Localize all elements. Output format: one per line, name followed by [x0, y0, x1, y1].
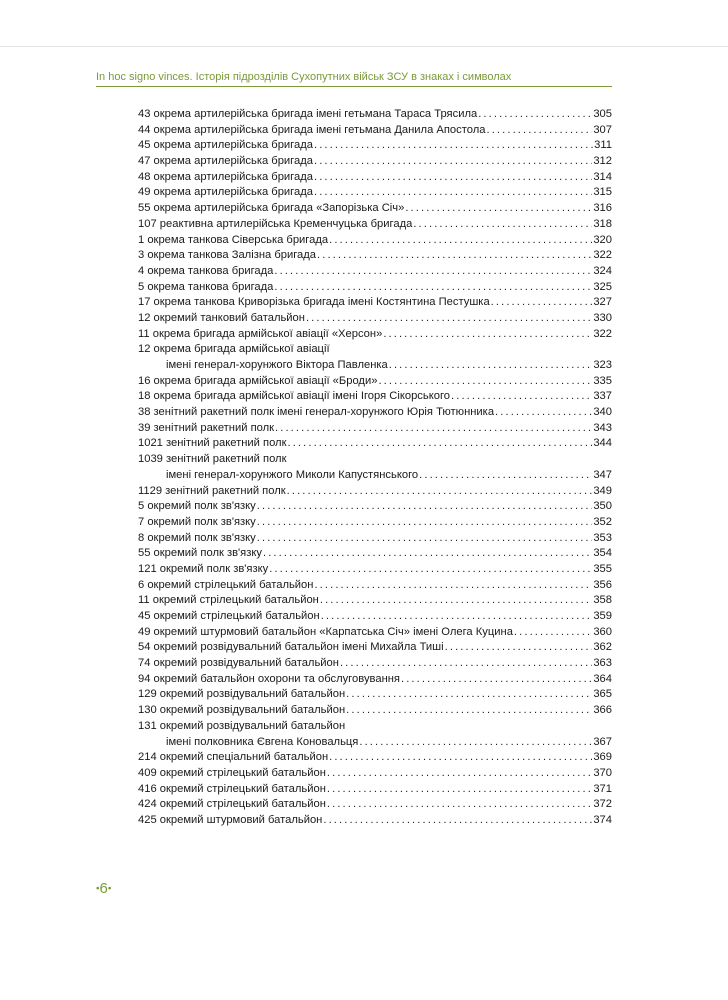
toc-entry-title: 425 окремий штурмовий батальйон [138, 813, 323, 826]
toc-entry-page: 325 [593, 280, 612, 293]
toc-entry-page: 369 [593, 751, 612, 764]
toc-entry-line [138, 750, 612, 766]
toc-entry-page: 312 [593, 155, 612, 168]
toc-entry[interactable] [138, 436, 612, 452]
toc-entry[interactable] [138, 217, 612, 233]
toc-entry-line [138, 264, 612, 280]
toc-entry-line [138, 170, 612, 186]
toc-dot-leader [478, 107, 592, 123]
toc-entry-line [138, 797, 612, 813]
toc-entry-title: 131 окремий розвідувальний батальйон [138, 719, 346, 732]
toc-entry-title: 54 окремий розвідувальний батальйон імені Михайла Тиші [138, 641, 444, 654]
footer-ornament-right: • [107, 883, 112, 895]
toc-entry-title: 1021 зенітний ракетний полк [138, 437, 287, 450]
toc-entry-page: 350 [593, 500, 612, 513]
toc-dot-leader [514, 625, 592, 641]
toc-entry-title: 55 окрема артилерійська бригада «Запорізька Січ» [138, 202, 405, 215]
toc-entry-title: 5 окремий полк зв'язку [138, 500, 256, 513]
toc-entry-title: 5 окрема танкова бригада [138, 280, 274, 293]
toc-entry-line [138, 687, 612, 703]
toc-dot-leader [327, 766, 592, 782]
toc-dot-leader [274, 264, 592, 280]
toc-entry-continuation [138, 468, 612, 484]
toc-entry-page: 359 [593, 610, 612, 622]
toc-entry-line [138, 609, 612, 625]
toc-entry-title: 45 окремий стрілецький батальйон [138, 610, 320, 622]
toc-entry-line [138, 546, 612, 562]
toc-entry[interactable] [138, 531, 612, 547]
toc-entry-line [138, 311, 612, 327]
toc-entry-page: 318 [593, 217, 612, 230]
toc-entry-line [138, 421, 612, 437]
toc-entry-page: 324 [593, 264, 612, 277]
toc-entry-title: 8 окремий полк зв'язку [138, 531, 256, 544]
toc-entry[interactable] [138, 201, 612, 217]
toc-entry-line [138, 436, 612, 452]
toc-entry-title: 107 реактивна артилерійська Кременчуцька бригада [138, 217, 413, 230]
toc-entry[interactable] [138, 640, 612, 656]
toc-entry[interactable] [138, 264, 612, 280]
toc-entry[interactable] [138, 625, 612, 641]
toc-entry-title: 6 окремий стрілецький батальйон [138, 578, 314, 591]
toc-entry[interactable] [138, 295, 612, 311]
toc-dot-leader [413, 217, 592, 233]
toc-entry[interactable] [138, 154, 612, 170]
toc-entry-line [138, 138, 612, 154]
toc-entry-line [138, 248, 612, 264]
toc-entry-page: 370 [593, 766, 612, 779]
toc-dot-leader [257, 515, 593, 531]
toc-dot-leader [317, 248, 592, 264]
toc-dot-leader [419, 468, 592, 484]
toc-dot-leader [340, 656, 592, 672]
toc-entry-line [138, 813, 612, 829]
toc-entry-title: 17 окрема танкова Криворізька бригада імені Костянтина Пестушка [138, 296, 490, 309]
toc-entry[interactable] [138, 782, 612, 798]
toc-entry-title: 121 окремий полк зв'язку [138, 562, 269, 575]
toc-entry-page: 367 [593, 735, 612, 748]
toc-entry-page: 352 [593, 515, 612, 528]
toc-entry-title: 214 окремий спеціальний батальйон [138, 751, 329, 764]
toc-entry-line [138, 280, 612, 296]
toc-entry[interactable] [138, 138, 612, 154]
toc-entry-title: 39 зенітний ракетний полк [138, 421, 275, 434]
toc-entry[interactable] [138, 405, 612, 421]
toc-entry-title: 12 окрема бригада армійської авіації [138, 343, 330, 356]
toc-entry-page: 315 [593, 186, 612, 199]
toc-entry-page: 322 [593, 249, 612, 262]
toc-entry[interactable] [138, 123, 612, 139]
toc-entry[interactable] [138, 389, 612, 405]
toc-entry-page: 340 [593, 406, 612, 419]
toc-entry-line [138, 656, 612, 672]
toc-entry[interactable] [138, 342, 612, 373]
toc-entry-title: 94 окремий батальйон охорони та обслуговування [138, 672, 400, 685]
toc-entry-page: 322 [593, 327, 612, 340]
toc-entry-line [138, 154, 612, 170]
toc-entry-page: 372 [593, 798, 612, 811]
toc-entry-line [138, 640, 612, 656]
toc-entry-line [138, 452, 612, 468]
toc-entry[interactable] [138, 170, 612, 186]
toc-entry-line [138, 593, 612, 609]
toc-entry-line [138, 405, 612, 421]
toc-entry-line [138, 123, 612, 139]
toc-dot-leader [306, 311, 592, 327]
toc-entry-page: 311 [594, 139, 612, 152]
toc-dot-leader [323, 813, 592, 829]
toc-dot-leader [314, 185, 592, 201]
toc-entry-line [138, 374, 612, 390]
toc-entry-line [138, 233, 612, 249]
toc-entry-title: 129 окремий розвідувальний батальйон [138, 688, 346, 701]
toc-entry-page: 363 [593, 657, 612, 670]
toc-entry-page: 354 [593, 547, 612, 560]
toc-dot-leader [321, 609, 593, 625]
toc-entry-page: 305 [593, 108, 612, 120]
toc-entry-page: 371 [593, 782, 612, 795]
toc-entry[interactable] [138, 248, 612, 264]
toc-entry-title: 4 окрема танкова бригада [138, 264, 274, 277]
toc-entry-page: 353 [593, 531, 612, 544]
toc-entry-page: 366 [593, 704, 612, 717]
toc-entry-title: 43 окрема артилерійська бригада імені гетьмана Тараса Трясила [138, 108, 478, 120]
toc-dot-leader [274, 280, 592, 296]
toc-entry[interactable] [138, 546, 612, 562]
toc-dot-leader [378, 374, 592, 390]
toc-entry[interactable] [138, 185, 612, 201]
toc-entry-title: 55 окремий полк зв'язку [138, 547, 262, 560]
toc-entry-title: 47 окрема артилерійська бригада [138, 155, 313, 168]
toc-entry[interactable] [138, 687, 612, 703]
toc-dot-leader [491, 295, 593, 311]
toc-entry-line [138, 201, 612, 217]
toc-entry-title: 416 окремий стрілецький батальйон [138, 782, 326, 795]
toc-entry-page: 365 [593, 688, 612, 701]
toc-entry-page: 355 [593, 562, 612, 575]
toc-entry-page: 374 [593, 813, 612, 826]
toc-entry[interactable] [138, 797, 612, 813]
toc-entry-page: 347 [593, 468, 612, 481]
toc-entry-line [138, 703, 612, 719]
toc-entry-line [138, 578, 612, 594]
toc-entry-page: 360 [593, 625, 612, 638]
toc-entry-line [138, 484, 612, 500]
table-of-contents [138, 107, 612, 829]
toc-entry-title: 18 окрема бригада армійської авіації імені Ігоря Сікорського [138, 390, 451, 403]
toc-entry-page: 327 [593, 296, 612, 309]
toc-dot-leader [445, 640, 593, 656]
toc-entry-title: 1 окрема танкова Сіверська бригада [138, 233, 329, 246]
toc-entry-line [138, 295, 612, 311]
toc-entry-line [138, 515, 612, 531]
toc-entry-page: 364 [593, 672, 612, 685]
toc-entry-title: 44 окрема артилерійська бригада імені гетьмана Данила Апостола [138, 123, 486, 136]
toc-entry-title: 74 окремий розвідувальний батальйон [138, 657, 339, 670]
toc-entry-page: 330 [593, 311, 612, 324]
toc-entry[interactable] [138, 374, 612, 390]
toc-dot-leader [314, 138, 593, 154]
toc-entry-continuation [138, 735, 612, 751]
page-top-divider [0, 46, 728, 47]
toc-entry-title: 1039 зенітний ракетний полк [138, 453, 287, 466]
toc-dot-leader [320, 593, 592, 609]
toc-entry[interactable] [138, 703, 612, 719]
toc-entry-page: 316 [593, 202, 612, 215]
toc-dot-leader [346, 687, 592, 703]
toc-entry-page: 337 [593, 390, 612, 403]
toc-entry-line [138, 217, 612, 233]
toc-dot-leader [314, 170, 592, 186]
toc-entry[interactable] [138, 562, 612, 578]
toc-entry-title: 11 окремий стрілецький батальйон [138, 594, 319, 607]
toc-entry-line [138, 782, 612, 798]
toc-entry-page: 362 [593, 641, 612, 654]
page-number: 6 [99, 880, 108, 897]
toc-entry-title: 12 окремий танковий батальйон [138, 311, 305, 324]
toc-dot-leader [314, 578, 592, 594]
toc-entry-title: 11 окрема бригада армійської авіації «Херсон» [138, 327, 383, 340]
toc-entry-line [138, 719, 612, 735]
toc-entry-title: 3 окрема танкова Залізна бригада [138, 249, 317, 262]
toc-dot-leader [329, 750, 592, 766]
toc-entry-title: імені генерал-хорунжого Віктора Павленка [166, 359, 388, 371]
toc-entry[interactable] [138, 719, 612, 750]
toc-dot-leader [389, 358, 593, 374]
toc-entry[interactable] [138, 499, 612, 515]
toc-entry-line [138, 327, 612, 343]
toc-dot-leader [287, 484, 593, 500]
toc-entry-title: імені генерал-хорунжого Миколи Капустянського [166, 468, 419, 481]
toc-entry[interactable] [138, 750, 612, 766]
toc-entry-line [138, 531, 612, 547]
toc-entry-line [138, 342, 612, 358]
toc-entry[interactable] [138, 515, 612, 531]
header-rule [96, 86, 612, 87]
toc-entry-title: 49 окрема артилерійська бригада [138, 186, 313, 199]
toc-entry-continuation [138, 358, 612, 374]
toc-dot-leader [359, 735, 592, 751]
toc-entry-line [138, 625, 612, 641]
toc-entry-line [138, 185, 612, 201]
toc-entry-title: імені полковника Євгена Коновальця [166, 735, 359, 748]
toc-dot-leader [405, 201, 592, 217]
toc-dot-leader [257, 531, 593, 547]
toc-entry-line [138, 562, 612, 578]
toc-dot-leader [263, 546, 592, 562]
toc-entry[interactable] [138, 656, 612, 672]
page-number-footer [96, 880, 111, 897]
toc-entry-title: 45 окрема артилерійська бригада [138, 139, 313, 152]
toc-entry[interactable] [138, 609, 612, 625]
toc-entry[interactable] [138, 421, 612, 437]
toc-entry[interactable] [138, 107, 612, 123]
footer-ornament-left: • [96, 883, 100, 895]
toc-entry-page: 335 [593, 374, 612, 387]
toc-entry-title: 424 окремий стрілецький батальйон [138, 798, 326, 811]
toc-dot-leader [287, 436, 592, 452]
toc-dot-leader [451, 389, 592, 405]
toc-entry-page: 323 [593, 359, 612, 371]
toc-entry-title: 16 окрема бригада армійської авіації «Броди» [138, 374, 378, 387]
toc-entry-line [138, 499, 612, 515]
toc-dot-leader [401, 672, 592, 688]
toc-entry-line [138, 672, 612, 688]
toc-entry-line [138, 107, 612, 123]
toc-entry-title: 409 окремий стрілецький батальйон [138, 766, 326, 779]
toc-entry[interactable] [138, 593, 612, 609]
toc-dot-leader [346, 703, 592, 719]
toc-dot-leader [257, 499, 593, 515]
toc-dot-leader [314, 154, 592, 170]
toc-entry-page: 320 [593, 233, 612, 246]
toc-entry[interactable] [138, 327, 612, 343]
toc-entry[interactable] [138, 672, 612, 688]
toc-entry[interactable] [138, 452, 612, 483]
toc-entry[interactable] [138, 280, 612, 296]
toc-entry[interactable] [138, 813, 612, 829]
toc-dot-leader [327, 782, 592, 798]
toc-entry-page: 356 [593, 578, 612, 591]
toc-entry-page: 349 [593, 484, 612, 497]
toc-entry-title: 7 окремий полк зв'язку [138, 515, 256, 528]
toc-entry[interactable] [138, 766, 612, 782]
toc-dot-leader [329, 233, 592, 249]
toc-entry-line [138, 389, 612, 405]
running-header: In hoc signo vinces. Історія підрозділів Сухопутних військ ЗСУ в знаках і символах [96, 71, 512, 83]
toc-dot-leader [327, 797, 592, 813]
toc-dot-leader [486, 123, 592, 139]
toc-entry-page: 307 [593, 123, 612, 136]
toc-entry-page: 314 [593, 170, 612, 183]
toc-entry-title: 1129 зенітний ракетний полк [138, 484, 286, 497]
toc-dot-leader [275, 421, 592, 437]
toc-entry-page: 343 [593, 421, 612, 434]
toc-entry-title: 49 окремий штурмовий батальйон «Карпатська Січ» імені Олега Куцина [138, 625, 513, 638]
toc-entry-title: 38 зенітний ракетний полк імені генерал-хорунжого Юрія Тютюнника [138, 406, 495, 419]
toc-dot-leader [495, 405, 592, 421]
toc-dot-leader [269, 562, 592, 578]
toc-entry-page: 344 [593, 437, 612, 450]
toc-dot-leader [383, 327, 592, 343]
toc-entry-title: 48 окрема артилерійська бригада [138, 170, 313, 183]
toc-entry[interactable] [138, 311, 612, 327]
toc-entry[interactable] [138, 578, 612, 594]
toc-entry[interactable] [138, 233, 612, 249]
toc-entry[interactable] [138, 484, 612, 500]
toc-entry-page: 358 [593, 594, 612, 607]
toc-entry-line [138, 766, 612, 782]
toc-entry-title: 130 окремий розвідувальний батальйон [138, 704, 346, 717]
